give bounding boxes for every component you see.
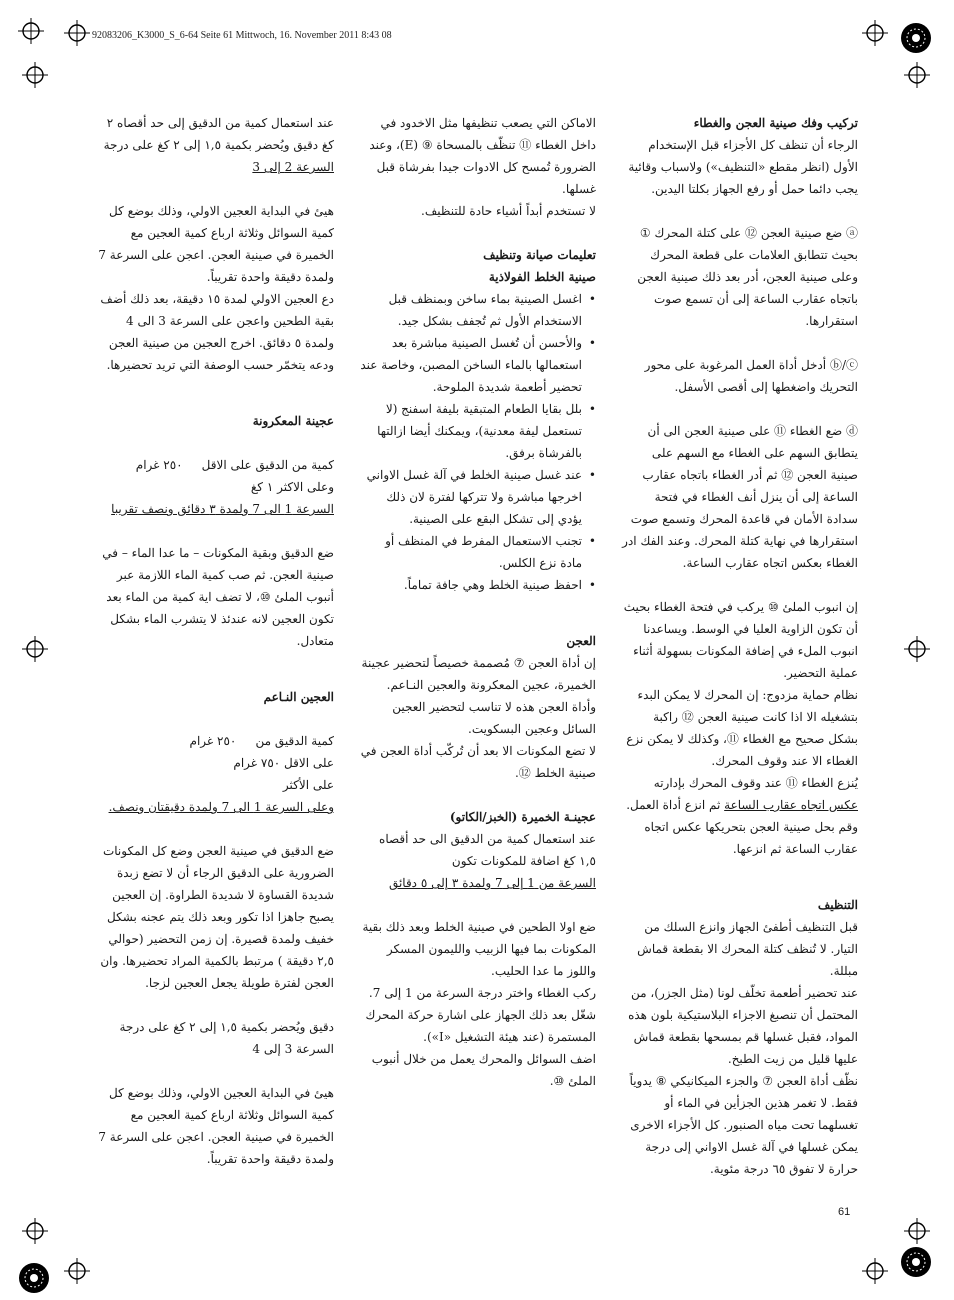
- registration-mark-icon: [22, 62, 48, 88]
- cleaning-paragraph-1: قبل التنظيف أطفئ الجهاز وانزع السلك من التيار. لا تُنظف كتلة المحرك الا بقطعة قماش مبللة.: [637, 920, 858, 978]
- funnel-text: إن انبوب الملئ ⑩ يركب في فتحة الغطاء بحيث أن تكون الزاوية العليا في الوسط. ويساعدنا انبوب الملء في إضافة المكونات بسهولة أثناء عملية التحضير.: [623, 600, 858, 680]
- yeast-amount: عند استعمال كمية من الدقيق الى حد أقصاه ١,٥ كغ اضافة للمكونات تكون: [379, 832, 596, 868]
- yeast-liquid: اضف السوائل والمحرك يعمل من خلال أنبوب الملئ ⑩.: [371, 1052, 596, 1088]
- no-sharp-objects: لا تستخدم أبداً أشياء حادة للتنظيف.: [421, 204, 596, 218]
- list-item: • بلل بقايا الطعام المتبقية بليفة اسفنج (لا تستعمل ليفة معدنية)، ويمكنك أيضا ازالتها بالفرشاة برفق.: [360, 398, 596, 464]
- dough-note: لا تضع المكونات الا بعد أن تُركّب أداة العجن في صينية الخلط ⑫.: [360, 744, 596, 780]
- step-a: ⓐ ضع صينية العجن ⑫ على كتلة المحرك ① بحيث تتطابق العلامات على قطعة المحرك وعلى صينية العجن، أدر بعد ذلك صينية العجن باتجاه عقارب الساعة إلى أن تسمع صوت استقرارها.: [637, 226, 858, 328]
- soft-start: هيئ في البداية العجين الاولي، وذلك بوضع كل كمية السوائل وثلاثة ارباع كمية العجين مع الخميرة في صينية العجن. اعجن على السرعة 7 ولمدة دقيقة واحدة تقريباً.: [98, 1086, 334, 1166]
- page-number: 61: [838, 1206, 851, 1218]
- protection-text: نظام حماية مزدوج: إن المحرك لا يمكن البدء بتشغيله الا اذا كانت صينية العجن ⑫ راكبة بشكل صحيح مع الغطاء ⑪، وكذلك لا يمكن نزع الغطاء الا عند وقوف المحرك.: [626, 688, 858, 768]
- star-target-mark-icon: [900, 22, 932, 54]
- pasta-min-value: ٢٥٠ غرام: [135, 458, 183, 472]
- start-dough-text: هيئ في البداية العجين الاولي، وذلك بوضع كل كمية السوائل وثلاثة ارباع كمية العجين مع الخميرة في صينية العجن. اعجن على السرعة 7 ولمدة دقيقة واحدة تقريباً.: [98, 204, 334, 284]
- registration-mark-icon: [22, 1218, 48, 1244]
- soft-min-row: [98, 730, 334, 752]
- registration-mark-icon: [18, 18, 44, 44]
- pasta-text: ضع الدقيق وبقية المكونات – ما عدا الماء – في صينية العجن. ثم صب كمية الماء اللازمة عبر أنبوب الملئ ⑩، لا تضف اية كمية من الماء بعد تكون العجين لانه عندئذ لا يتشرب الماء بشكل متعادل.: [102, 546, 334, 648]
- rest-dough-text: دع العجين الاولي لمدة ١٥ دقيقة، بعد ذلك أضف بقية الطحين واعجن على السرعة 3 الى 4 ولمدة ٥ دقائق. اخرج العجين من صينية العجن ودعه يتخمّر حسب الوصفة التي تريد تحضيرها.: [100, 292, 334, 372]
- column-middle: [360, 112, 596, 1092]
- pasta-speed: السرعة 1 الى 7 ولمدة ٣ دقائق ونصف تقريبا: [111, 502, 334, 516]
- yeast-lid: ركب الغطاء واختر درجة السرعة من 1 إلى 7. شغّل بعد ذلك الجهاز على اشارة حركة المحرك المستمرة (عند هيئة التشغيل «I»).: [365, 986, 596, 1044]
- registration-mark-icon: [904, 1218, 930, 1244]
- star-target-mark-icon: [18, 1262, 50, 1294]
- pasta-max: وعلى الاكثر ١ كغ: [250, 480, 334, 494]
- list-item: • والأحسن أن تُغسل الصينية مباشرة بعد استعمالها بالماء الساخن المصبن، وخاصة عند تحضير أطعمة شديدة الملوحة.: [360, 332, 596, 398]
- assembly-title: تركيب وفك صينية العجن والغطاء: [693, 116, 858, 130]
- list-item: • عند غسل صينية الخلط في آلة غسل الاواني اخرجها مباشرة ولا تتركها لفترة لان ذلك يؤدي إلى تشكل البقع على الصينية.: [360, 464, 596, 530]
- star-target-mark-icon: [900, 1246, 932, 1278]
- step-bc: ⓑ/ⓒ أدخل أداة العمل المرغوبة على محور التحريك واضغطها إلى أقصى الأسفل.: [644, 358, 858, 394]
- pasta-min-label: كمية من الدقيق على الاقل: [201, 458, 334, 472]
- remove-lid-part-a: يُنزع الغطاء ⑪ عند وقوف المحرك بإدارته: [653, 776, 858, 790]
- registration-mark-icon: [64, 1258, 90, 1284]
- amount-speed: السرعة 2 إلى 3: [252, 160, 334, 174]
- dough-title: العجن: [566, 634, 596, 648]
- column-left: [98, 112, 334, 1170]
- soft-min-value: ٢٥٠ غرام: [189, 734, 237, 748]
- assembly-intro: الرجاء أن تنظف كل الأجزاء قبل الإستخدام الأول (انظر مقطع «التنظيف») ولاسباب وقائية يجب دائما حمل أو رفع الجهاز بكلتا اليدين.: [628, 138, 858, 196]
- amount-line: عند استعمال كمية من الدقيق إلى حد أقصاه ٢ كغ دقيق ويُحضر بكمية ١,٥ إلى ٢ كغ على درجة: [103, 116, 334, 152]
- soft-dough-title: العجين النـاعم: [263, 690, 334, 704]
- soft-speed: وعلى السرعة 1 الى 7 ولمدة دقيقتان ونصف.: [108, 800, 334, 814]
- dough-text: إن أداة العجن ⑦ مُصممة خصيصاً لتحضير عجينة الخميرة، عجين المعكرونة والعجين النـاعم. وأداة العجن هذه لا تناسب لتحضير العجين السائل وعجين البسكويت.: [361, 656, 596, 736]
- pasta-title: عجينة المعكرونة: [252, 414, 334, 428]
- care-title-line-1: تعليمات صيانة وتنظيف: [483, 248, 596, 262]
- pasta-min-row: [98, 454, 334, 476]
- remove-lid-underlined: عكس اتجاه عقارب الساعة: [724, 798, 858, 812]
- soft-min-label: كمية الدقيق من: [255, 734, 334, 748]
- soft-max-label: على الاقل ٧٥٠ غرام: [233, 756, 334, 770]
- remove-lid-part-b: ثم انزع أداة العمل. وقم بحل صينية العجن بتحريكها عكس اتجاه عقارب الساعة ثم انزعها.: [626, 798, 858, 856]
- registration-mark-icon: [64, 20, 90, 46]
- care-title-line-2: صينية الخلط الفولاذية: [488, 270, 596, 284]
- registration-mark-icon: [904, 636, 930, 662]
- places-to-clean: الاماكن التي يصعب تنظيفها مثل الاخدود في داخل الغطاء ⑪ تنظّف بالمسحاة ⑨ (E)، وعند الضرورة تُمسح كل الادوات جيدا بفرشاة قبل غسلها.: [369, 116, 596, 196]
- registration-mark-icon: [862, 20, 888, 46]
- list-item: • احفظ صينية الخلط وهي جافة تماماً.: [360, 574, 596, 596]
- yeast-speed: السرعة من 1 إلى 7 ولمدة ٣ إلى ٥ دقائق: [388, 876, 596, 890]
- list-item: • تجنب الاستعمال المفرط في المنظف أو مادة نزع الكلس.: [360, 530, 596, 574]
- soft-text: ضع الدقيق في صينية العجن وضع كل المكونات الضرورية على الدقيق الرجاء أن لا تضع زبدة شديدة القساوة لا شديدة الطراوة. إن العجين يصبح جاهزا اذا تكور وبعد ذلك يتم عجنه بشكل خفيف ولمدة قصيرة. إن زمن التحضير (حوالي ٢,٥ دقيقة ) مرتبط بالكمية المراد تحضيرها. وان العجن لفترة طويلة يجعل العجين لزجا.: [100, 844, 334, 990]
- care-list: [360, 288, 596, 596]
- column-right: [622, 112, 858, 1180]
- yeast-dough-title: عجينـة الخميرة (الخبز/الكاتو): [449, 810, 596, 824]
- registration-mark-icon: [22, 636, 48, 662]
- step-d: ⓓ ضع الغطاء ⑪ على صينية العجن الى أن يتطابق السهم على الغطاء مع السهم على صينية العجن ⑫ ثم أدر الغطاء باتجاه عقارب الساعة إلى أن ينزل أنف الغطاء في فتحة سدادة الأمان في قاعدة المحرك وتسمع صوت استقرارها في نهاية كتلة المحرك. وعند الفك ادر الغطاء بعكس اتجاه عقارب الساعة.: [622, 424, 858, 570]
- registration-mark-icon: [862, 1258, 888, 1284]
- list-item: • اغسل الصينية بماء ساخن وبمنظف قبل الاستخدام الأول ثم تُجفف بشكل جيد.: [360, 288, 596, 332]
- soft-max-value: على الأكثر: [282, 778, 334, 792]
- registration-mark-icon: [904, 62, 930, 88]
- cleaning-paragraph-2: عند تحضير أطعمة تخلّف لونا (مثل الجزر)، من المحتمل أن تنصبغ الاجزاء البلاستيكية بلون هذه المواد، فقبل غسلها قم بمسحها بقطعة قماش عليها قليل من زيت الطبخ.: [628, 986, 858, 1066]
- cleaning-title: التنظيف: [817, 898, 858, 912]
- yeast-steps: ضع اولا الطحين في صينية الخلط وبعد ذلك بقية المكونات بما فيها الزبيب والليمون المسكر واللوز ما عدا الحليب.: [362, 920, 596, 978]
- soft-amount: دقيق ويُحضر بكمية ١,٥ إلى ٢ كغ على درجة السرعة 3 إلى 4: [119, 1020, 334, 1056]
- remove-lid-text: [622, 772, 858, 860]
- cleaning-paragraph-3: نظّف أداة العجن ⑦ والجزء الميكانيكي ⑧ يدوياً فقط. لا تغمر هذين الجزأين في الماء أو تغسلهما تحت مياه الصنبور. كل الأجزاء الاخرى يمكن غسلها في آلة غسل الاواني إلى درجة حرارة لا تفوق ٦٥ درجة مئوية.: [629, 1074, 858, 1176]
- print-header: 92083206_K3000_S_6-64 Seite 61 Mittwoch, 16. November 2011 8:43 08: [92, 30, 392, 41]
